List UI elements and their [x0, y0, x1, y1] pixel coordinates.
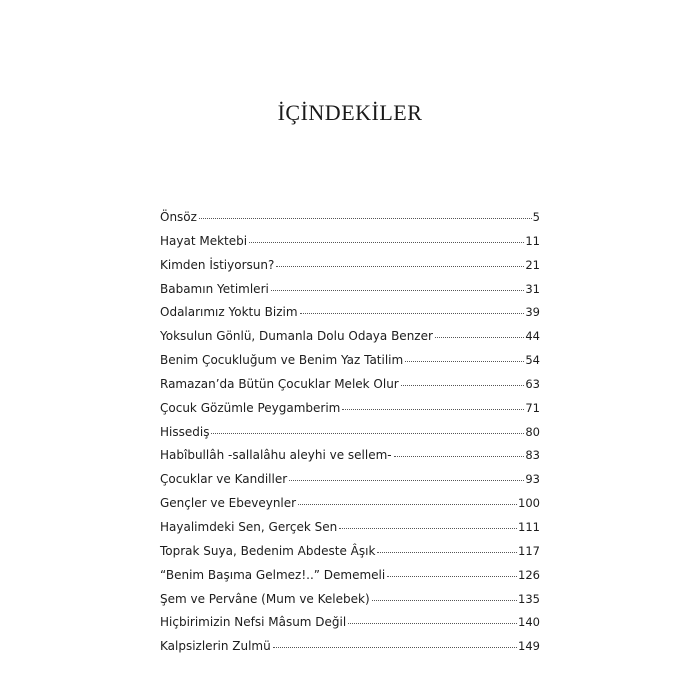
toc-entry [160, 377, 540, 401]
toc-entry-title: Gençler ve Ebeveynler [160, 496, 297, 511]
toc-entry [160, 329, 540, 353]
dot-leader [377, 552, 517, 553]
toc-entry [160, 234, 540, 258]
toc-entry-page-number: 111 [518, 519, 540, 534]
dot-leader [342, 409, 524, 410]
toc-entry-title: Babamın Yetimleri [160, 281, 269, 296]
toc-entry-title: Hayalimdeki Sen, Gerçek Sen [160, 519, 338, 534]
toc-entry-title: Kimden İstiyorsun? [160, 257, 275, 272]
toc-entry-page-number: 63 [525, 376, 540, 391]
toc-entry-page-number: 93 [525, 472, 540, 487]
dot-leader [372, 600, 517, 601]
toc-entry-page-number: 39 [525, 305, 540, 320]
toc-entry [160, 448, 540, 472]
toc-entry-title: Yoksulun Gönlü, Dumanla Dolu Odaya Benzer [160, 329, 433, 344]
toc-entry-page-number: 140 [518, 615, 540, 630]
dot-leader [298, 504, 517, 505]
toc-entry [160, 544, 540, 568]
toc-entry-title: Toprak Suya, Bedenim Abdeste Âşık [160, 543, 376, 558]
toc-entry-title: Çocuklar ve Kandiller [160, 472, 288, 487]
toc-entry-title: Kalpsizlerin Zulmü [160, 639, 271, 654]
toc-entry-title: Habîbullâh -sallalâhu aleyhi ve sellem- [160, 448, 392, 463]
toc-entry [160, 496, 540, 520]
toc-entry-title: Hissediş [160, 424, 210, 439]
dot-leader [276, 266, 524, 267]
toc-entry-page-number: 83 [525, 448, 540, 463]
toc-entry [160, 401, 540, 425]
dot-leader [271, 290, 525, 291]
toc-entry [160, 258, 540, 282]
toc-entry-title: Ramazan’da Bütün Çocuklar Melek Olur [160, 376, 399, 391]
toc-entry-page-number: 126 [518, 567, 540, 582]
table-of-contents [160, 210, 540, 663]
dot-leader [199, 218, 532, 219]
toc-entry-title: “Benim Başıma Gelmez!..” Dememeli [160, 567, 386, 582]
page-title: İÇİNDEKİLER [277, 100, 423, 125]
toc-entry-title: Önsöz [160, 210, 197, 224]
toc-entry [160, 568, 540, 592]
toc-entry-page-number: 11 [525, 233, 540, 248]
dot-leader [289, 480, 524, 481]
dot-leader [249, 242, 524, 243]
toc-entry-page-number: 149 [518, 639, 540, 654]
toc-entry-page-number: 80 [525, 424, 540, 439]
toc-entry-title: Çocuk Gözümle Peygamberim [160, 400, 341, 415]
toc-entry [160, 639, 540, 663]
dot-leader [387, 576, 517, 577]
toc-entry-title: Hayat Mektebi [160, 233, 248, 248]
dot-leader [394, 456, 525, 457]
dot-leader [300, 313, 525, 314]
toc-entry [160, 353, 540, 377]
toc-entry [160, 425, 540, 449]
toc-entry [160, 592, 540, 616]
toc-entry [160, 472, 540, 496]
toc-entry-page-number: 44 [525, 329, 540, 344]
dot-leader [211, 433, 524, 434]
toc-entry [160, 305, 540, 329]
dot-leader [273, 647, 517, 648]
toc-entry-title: Hiçbirimizin Nefsi Mâsum Değil [160, 615, 347, 630]
toc-entry-title: Şem ve Pervâne (Mum ve Kelebek) [160, 591, 370, 606]
dot-leader [401, 385, 525, 386]
toc-entry [160, 282, 540, 306]
toc-entry-page-number: 71 [525, 400, 540, 415]
toc-entry [160, 210, 540, 234]
toc-entry-page-number: 117 [518, 543, 540, 558]
dot-leader [405, 361, 524, 362]
toc-entry [160, 615, 540, 639]
toc-entry-page-number: 100 [518, 496, 540, 511]
toc-entry-page-number: 135 [518, 591, 540, 606]
toc-entry-title: Odalarımız Yoktu Bizim [160, 305, 298, 320]
dot-leader [435, 337, 524, 338]
toc-entry-page-number: 31 [525, 281, 540, 296]
toc-entry-title: Benim Çocukluğum ve Benim Yaz Tatilim [160, 353, 404, 368]
toc-entry-page-number: 54 [525, 353, 540, 368]
toc-entry [160, 520, 540, 544]
toc-entry-page-number: 5 [532, 210, 540, 224]
dot-leader [339, 528, 517, 529]
dot-leader [348, 623, 517, 624]
toc-entry-page-number: 21 [525, 257, 540, 272]
